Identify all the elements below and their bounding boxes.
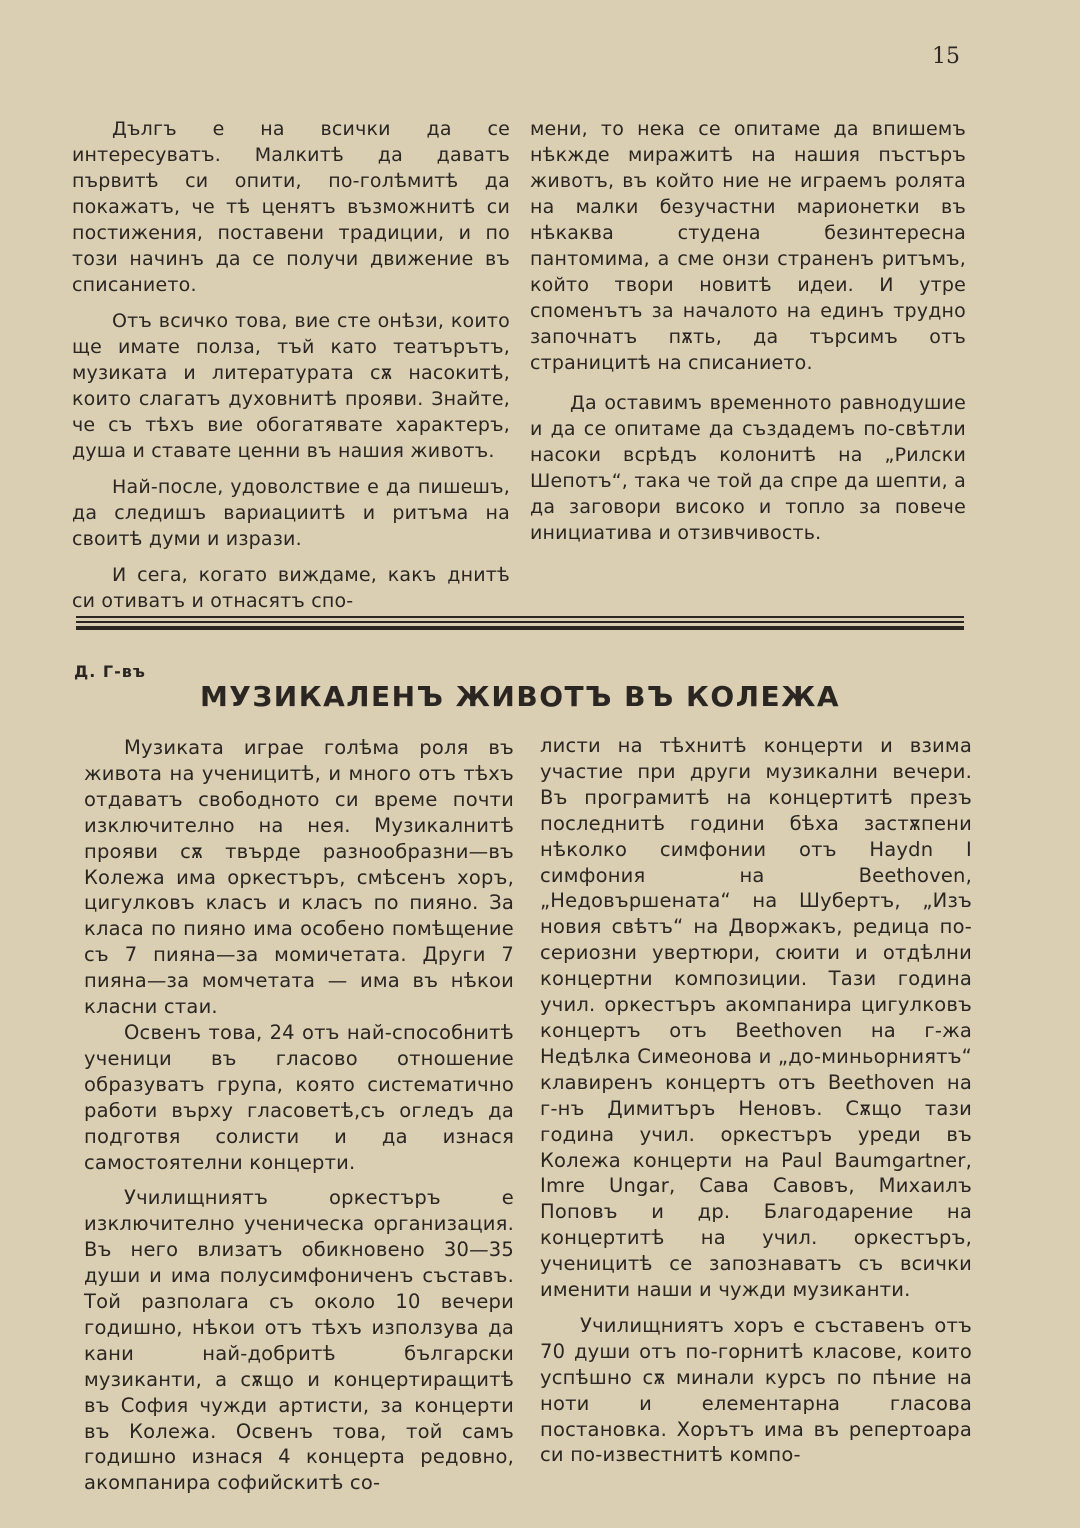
article-right-column <box>540 733 972 1468</box>
article-left-column <box>84 735 514 1496</box>
paragraph: Дългъ е на всички да се интересуватъ. Малкитѣ да даватъ първитѣ си опити, по-голѣмитѣ да покажатъ, че тѣ ценятъ възможнитѣ си постижения, поставени традиции, и по този начинъ да се получи движение въ списанието. <box>72 118 510 296</box>
paragraph: листи на тѣхнитѣ концерти и взима участие при други музикални вечери. Въ програмитѣ на концертитѣ презъ последнитѣ години бѣха застѫпени нѣколко симфонии отъ Haydn I симфония на Beethoven, „Недовършената“ на Шубертъ, „Изъ новия свѣтъ“ на Дворжакъ, редица по-сериозни увертюри, сюити и отдѣлни концертни композиции. Тази година учил. оркестъръ акомпанира цигулковъ концертъ отъ Beethoven на г-жа Недѣлка Симеонова и „до-миньорниятъ“ клавиренъ концертъ отъ Beethoven на г-нъ Димитъръ Неновъ. Сѫщо тази година учил. оркестъръ уреди въ Колежа концерти на Paul Baumgartner, Imre Ungar, Сава Савовъ, Михаилъ Поповъ и др. Благодарение на концертитѣ на учил. оркестъръ, ученицитѣ се запознаватъ съ всички именити наши и чужди музиканти. <box>540 734 972 1302</box>
paragraph: Освенъ това, 24 отъ най-способнитѣ ученици въ гласово отношение образуватъ група, която систематично работи върху гласоветѣ,съ огледъ да подготвя солисти и да изнася самостоятелни концерти. <box>84 1020 514 1174</box>
paragraph: И сега, когато виждаме, какъ днитѣ си отиватъ и отнасятъ спо- <box>72 564 510 612</box>
top-right-column <box>530 116 966 546</box>
paragraph: Училищниятъ оркестъръ е изключително ученическа организация. Въ него влизатъ обикновено 30—35 души и има полусимфониченъ съставъ. Той разполага съ около 10 вечери годишно, нѣкои отъ тѣхъ използува да кани най-добритѣ български музиканти, а сѫщо и концертиращитѣ въ София чужди артисти, за концерти въ Колежа. Освенъ това, той самъ годишно изнася 4 концерта редовно, акомпанира софийскитѣ со- <box>84 1186 514 1495</box>
article-author: Д. Г-въ <box>74 662 146 681</box>
paragraph: Училищниятъ хоръ е съставенъ отъ 70 души отъ по-горнитѣ класове, които успѣшно сѫ минали курсъ по пѣние на ноти и елементарна гласова постановка. Хорътъ има въ репертоара си по-известнитѣ компо- <box>540 1313 972 1467</box>
top-left-column <box>72 116 510 614</box>
paragraph: мени, то нека се опитаме да впишемъ нѣкжде миражитѣ на нашия пъстъръ животъ, въ който ние не играемъ ролята на малки безучастни марионетки въ нѣкаква студена безинтересна пантомима, а сме онзи страненъ ритъмъ, който твори новитѣ идеи. И утре споменътъ за началото на единъ трудно започнатъ пѫть, да търсимъ отъ страницитѣ на списанието. <box>530 118 966 374</box>
paragraph: Музиката играе голѣма роля въ живота на ученицитѣ, и много отъ тѣхъ отдаватъ свободното си време почти изключително на нея. Музикалнитѣ прояви сѫ твърде разнообразни—въ Колежа има оркестъръ, смѣсенъ хоръ, цигулковъ класъ и класъ по пияно. За класа по пияно има особено помѣщение съ 7 пияна—за момичетата. Други 7 пияна—за момчетата — има въ нѣкои класни стаи. <box>84 736 514 1019</box>
paragraph: Най-после, удоволствие е да пишешъ, да следишъ вариациитѣ и ритъма на своитѣ думи и изрази. <box>72 476 510 550</box>
page-number: 15 <box>932 44 960 69</box>
article-title: МУЗИКАЛЕНЪ ЖИВОТЪ ВЪ КОЛЕЖА <box>199 680 841 713</box>
paragraph: Да оставимъ временното равнодушие и да се опитаме да създадемъ по-свѣтли насоки всрѣдъ колонитѣ на „Рилски Шепотъ“, така че той да спре да шепти, а да заговори високо и топло за повече инициатива и отзивчивость. <box>530 392 966 544</box>
section-divider <box>76 616 964 632</box>
paragraph: Отъ всичко това, вие сте онѣзи, които ще иматe полза, тъй като театърътъ, музиката и литературата сѫ насокитѣ, които слагатъ духовнитѣ прояви. Знайте, че съ тѣхъ вие обогатявате характеръ, душа и ставате ценни въ нашия животъ. <box>72 310 510 462</box>
